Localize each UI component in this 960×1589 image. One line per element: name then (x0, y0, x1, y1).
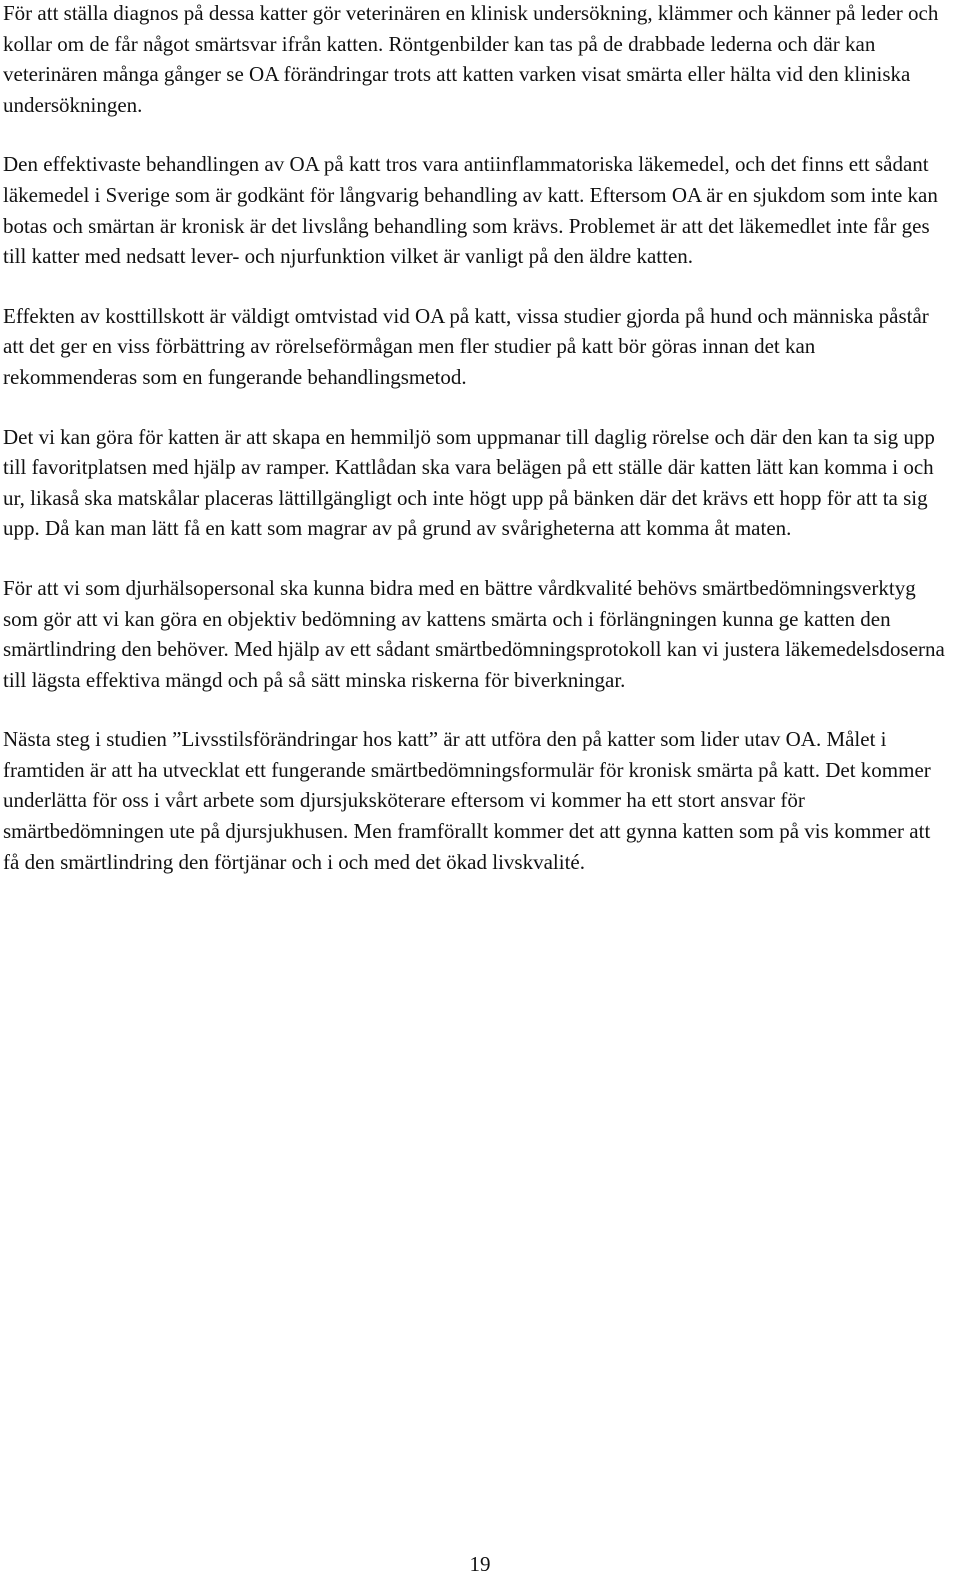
document-page (3, 0, 947, 906)
paragraph-diagnosis: För att ställa diagnos på dessa katter gör veterinären en klinisk undersökning, klämmer och känner på leder och kollar om de får något smärtsvar ifrån katten. Röntgenbilder kan tas på de drabbade lederna och där kan veterinären många gånger se OA förändringar trots att katten varken visat smärta eller hälta vid den kliniska undersökningen. (3, 1, 939, 117)
paragraph-home-environment: Det vi kan göra för katten är att skapa en hemmiljö som uppmanar till daglig rörelse och där den kan ta sig upp till favoritplatsen med hjälp av ramper. Kattlådan ska vara belägen på ett ställe där katten lätt kan komma i och ur, likaså ska matskålar placeras lättillgängligt och inte högt upp på bänken där det krävs ett hopp för att ta sig upp. Då kan man lätt få en katt som magrar av på grund av svårigheterna att komma åt maten. (3, 424, 935, 541)
paragraph-supplements: Effekten av kosttillskott är väldigt omtvistad vid OA på katt, vissa studier gjorda på hund och människa påstår att det ger en viss förbättring av rörelseförmågan men fler studier på katt bör göras innan det kan rekommenderas som en fungerande behandlingsmetod. (3, 303, 929, 389)
paragraph-next-step: Nästa steg i studien ”Livsstilsförändringar hos katt” är att utföra den på katter som lider utav OA. Målet i framtiden är att ha utvecklat ett fungerande smärtbedömningsformulär för kronisk smärta på katt. Det kommer underlätta för oss i vårt arbete som djursjuksköterare eftersom vi kommer ha ett stort ansvar för smärtbedömningen ute på djursjukhusen. Men framförallt kommer det att gynna katten som på vis kommer att få den smärtlindring den förtjänar och i och med det ökad livskvalité. (3, 727, 931, 874)
page-number: 19 (469, 1552, 491, 1576)
paragraph-pain-assessment: För att vi som djurhälsopersonal ska kunna bidra med en bättre vårdkvalité behövs smärtbedömningsverktyg som gör att vi kan göra en objektiv bedömning av kattens smärta och i förlängningen kunna ge katten den smärtlindring den behöver. Med hjälp av ett sådant smärtbedömningsprotokoll kan vi justera läkemedelsdoserna till lägsta effektiva mängd och på så sätt minska riskerna för biverkningar. (3, 575, 945, 692)
paragraph-treatment: Den effektivaste behandlingen av OA på katt tros vara antiinflammatoriska läkemedel, och det finns ett sådant läkemedel i Sverige som är godkänt för långvarig behandling av katt. Eftersom OA är en sjukdom som inte kan botas och smärtan är kronisk är det livslång behandling som krävs. Problemet är att det läkemedlet inte får ges till katter med nedsatt lever- och njurfunktion vilket är vanligt på den äldre katten. (3, 152, 938, 269)
